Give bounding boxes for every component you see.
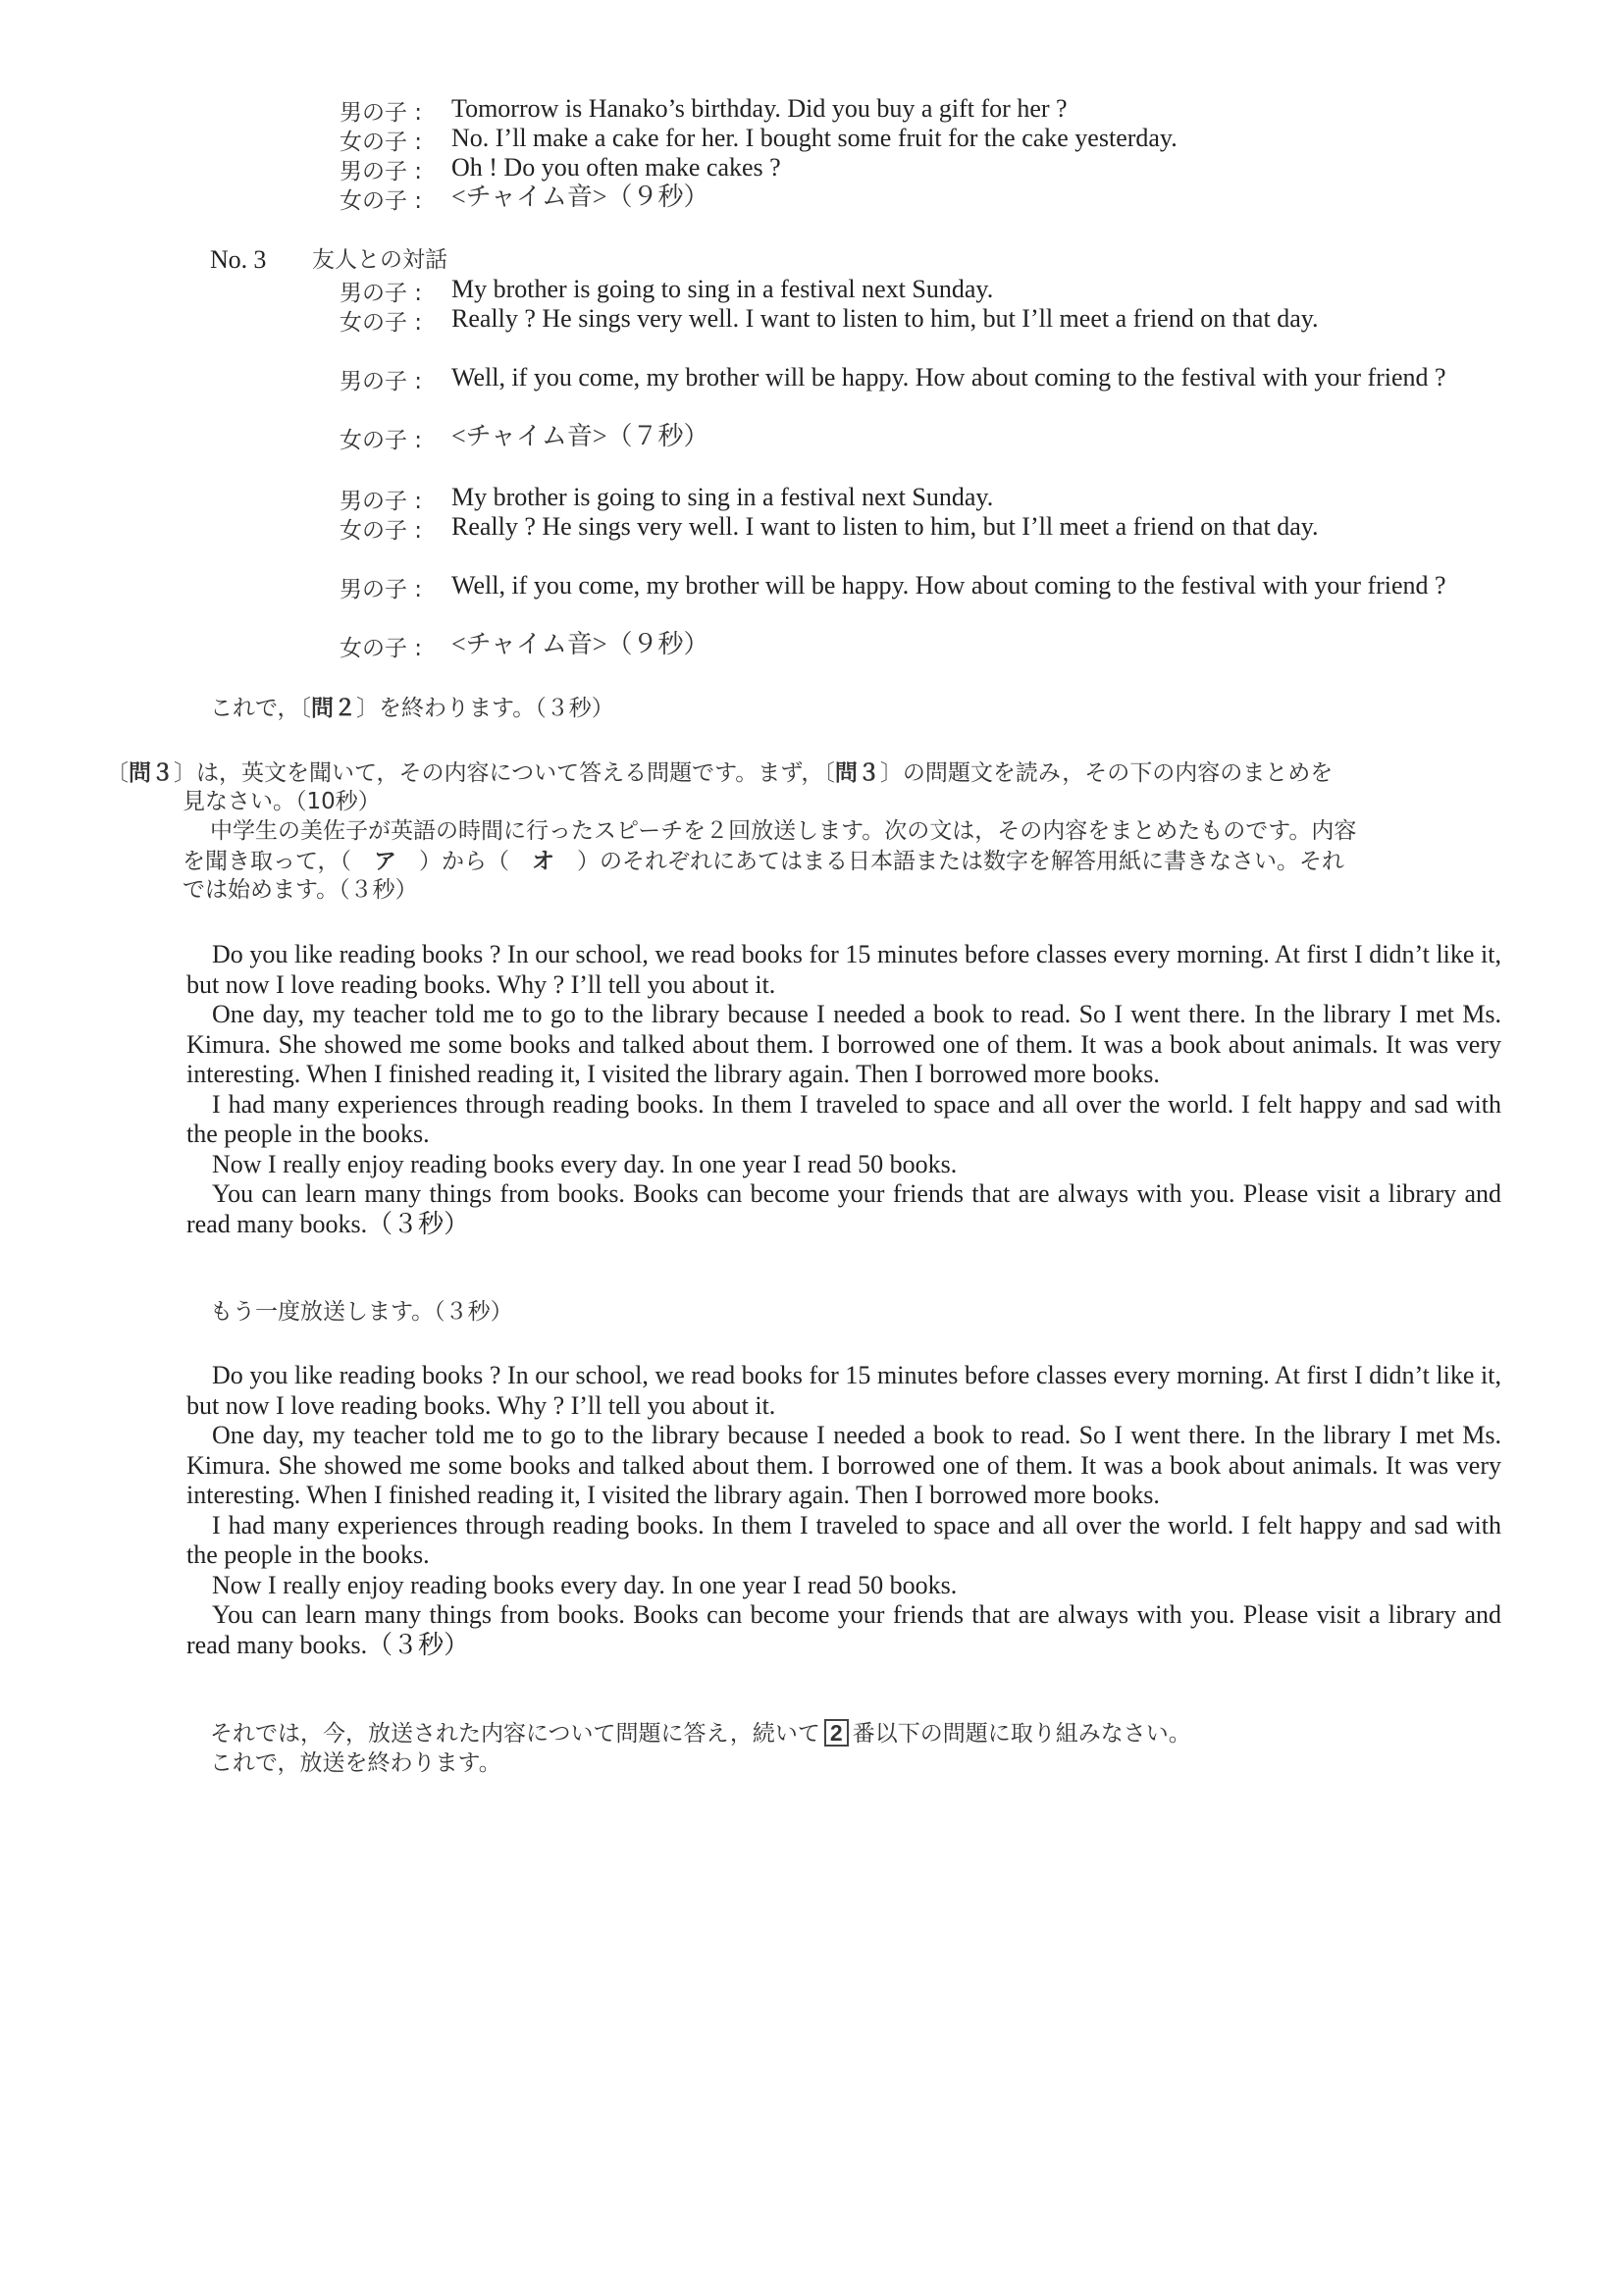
speaker-label: 男の子 : bbox=[340, 159, 423, 184]
speech-paragraph: Now I really enjoy reading books every day. In one year I read 50 books. bbox=[212, 1570, 958, 1599]
speech-paragraph: One day, my teacher told me to go to the library because I needed a book to read. So I went there. In the library I met Ms. Kimura. She showed me some books and talked about them. I borrowed one of them. It was a book about animals. It was very interesting. When I finished reading it, I visited the library again. Then I borrowed more books. bbox=[186, 1421, 1501, 1509]
utterance: No. I’ll make a cake for her. I bought some fruit for the cake yesterday. bbox=[451, 124, 1178, 152]
q3-label: 問３ bbox=[129, 759, 174, 785]
q3-intro: 〔問３〕は，英文を聞いて，その内容について答える問題です。まず，〔問３〕の問題文を読み，その下の内容のまとめを bbox=[106, 759, 1334, 786]
speech-paragraph: I had many experiences through reading books. In them I traveled to space and all over the world. I felt happy and sad with the people in the books. bbox=[186, 1089, 1501, 1148]
speaker-label: 女の子 : bbox=[340, 428, 423, 453]
closing-line2: これで，放送を終わります。 bbox=[210, 1750, 501, 1776]
speaker-label: 男の子 : bbox=[340, 100, 423, 126]
utterance: Well, if you come, my brother will be happy. How about coming to the festival with your friend ? bbox=[451, 571, 1446, 600]
utterance: My brother is going to sing in a festival next Sunday. bbox=[451, 483, 994, 511]
speech-paragraph: One day, my teacher told me to go to the library because I needed a book to read. So I went there. In the library I met Ms. Kimura. She showed me some books and talked about them. I borrowed one of them. It was a book about animals. It was very interesting. When I finished reading it, I visited the library again. Then I borrowed more books. bbox=[186, 1000, 1501, 1088]
q3-intro-line2: 見なさい。（10秒） bbox=[183, 789, 381, 814]
speaker-label: 男の子 : bbox=[340, 281, 423, 306]
speaker-label: 男の子 : bbox=[340, 577, 423, 602]
speaker-label: 女の子 : bbox=[340, 188, 423, 214]
q3-instruction-line1: 中学生の美佐子が英語の時間に行ったスピーチを２回放送します。次の文は，その内容をまとめたものです。内容 bbox=[210, 818, 1357, 844]
no3-label: No. 3 bbox=[210, 245, 267, 274]
utterance: Really ? He sings very well. I want to listen to him, but I’ll meet a friend on that day. bbox=[451, 512, 1319, 541]
speaker-label: 女の子 : bbox=[340, 636, 423, 661]
no3-title: 友人との対話 bbox=[312, 247, 447, 273]
speaker-label: 女の子 : bbox=[340, 518, 423, 544]
q3-instruction-line2: を聞き取って，（ ア ）から（ オ ）のそれぞれにあてはまる日本語または数字を解答用紙に書きなさい。それ bbox=[183, 848, 1345, 874]
blank-a-label: ア bbox=[374, 848, 397, 873]
speaker-label: 女の子 : bbox=[340, 130, 423, 155]
blank-o-label: オ bbox=[532, 848, 555, 873]
chime-cue: <チャイム音>（７秒） bbox=[451, 422, 709, 450]
section-number-box: 2 bbox=[824, 1719, 849, 1747]
utterance: Tomorrow is Hanako’s birthday. Did you buy a gift for her ? bbox=[451, 94, 1068, 123]
speaker-label: 女の子 : bbox=[340, 310, 423, 336]
speech-paragraph: I had many experiences through reading books. In them I traveled to space and all over the world. I felt happy and sad with the people in the books. bbox=[186, 1510, 1501, 1569]
speech-paragraph: Now I really enjoy reading books every day. In one year I read 50 books. bbox=[212, 1149, 958, 1178]
speech-paragraph: You can learn many things from books. Books can become your friends that are always with you. Please visit a library and read many books.（３秒） bbox=[186, 1179, 1501, 1238]
utterance: Well, if you come, my brother will be happy. How about coming to the festival with your friend ? bbox=[451, 363, 1446, 391]
repeat-notice: もう一度放送します。（３秒） bbox=[210, 1299, 513, 1325]
speech-paragraph: You can learn many things from books. Books can become your friends that are always with you. Please visit a library and read many books.（３秒） bbox=[186, 1600, 1501, 1659]
q3-instruction-line3: では始めます。（３秒） bbox=[183, 877, 418, 903]
closing-line1: それでは，今，放送された内容について問題に答え，続いて 2 番以下の問題に取り組みなさい。 bbox=[210, 1720, 1191, 1747]
chime-cue: <チャイム音>（９秒） bbox=[451, 183, 709, 211]
speech-paragraph: Do you like reading books ? In our school, we read books for 15 minutes before classes every morning. At first I didn’t like it, but now I love reading books. Why ? I’ll tell you about it. bbox=[186, 940, 1501, 999]
chime-cue: <チャイム音>（９秒） bbox=[451, 630, 709, 658]
q2-end-notice: これで，〔問２〕を終わります。（３秒） bbox=[210, 695, 614, 721]
speech-second-reading bbox=[186, 1361, 1501, 1660]
speech-paragraph: Do you like reading books ? In our school, we read books for 15 minutes before classes every morning. At first I didn’t like it, but now I love reading books. Why ? I’ll tell you about it. bbox=[186, 1361, 1501, 1420]
speaker-label: 男の子 : bbox=[340, 369, 423, 394]
utterance: My brother is going to sing in a festival next Sunday. bbox=[451, 275, 994, 303]
speaker-label: 男の子 : bbox=[340, 489, 423, 514]
q2-label: 問２ bbox=[311, 695, 357, 720]
utterance: Oh ! Do you often make cakes ? bbox=[451, 153, 781, 182]
utterance: Really ? He sings very well. I want to listen to him, but I’ll meet a friend on that day. bbox=[451, 304, 1319, 333]
speech-first-reading bbox=[186, 940, 1501, 1239]
